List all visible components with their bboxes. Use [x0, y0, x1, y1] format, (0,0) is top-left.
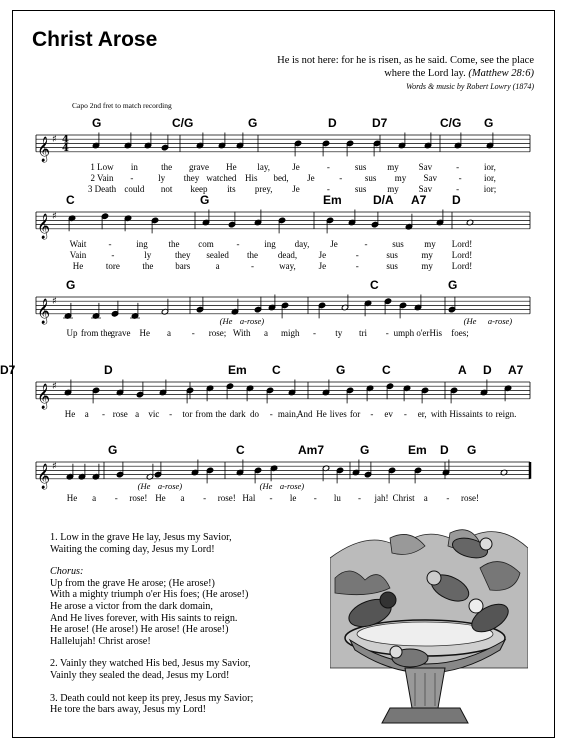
lyric-syllable: rose [112, 408, 128, 419]
lyric-syllable: a [135, 408, 140, 419]
echo-text: (He [259, 480, 273, 491]
lyric-syllable: 2 Vain [90, 172, 114, 183]
lyric-syllable: grave [189, 161, 209, 172]
lyric-syllable: - [108, 238, 112, 249]
lyric-syllable: Lord! [451, 238, 473, 249]
lyric-syllable: - [370, 408, 374, 419]
lyric-syllable: - [251, 260, 255, 271]
lyric-syllable: vic [148, 408, 160, 419]
chord-symbol: G [467, 443, 477, 457]
lyric-syllable: Je [292, 161, 300, 172]
lyric-syllable: Je [292, 183, 300, 194]
chorus-text [50, 566, 320, 647]
lyric-syllable: the [215, 408, 227, 419]
chord-symbol: G [360, 443, 370, 457]
lyric-syllable: way, [279, 260, 296, 271]
lyric-syllable: saints [462, 408, 483, 419]
lyric-syllable: main, [277, 408, 299, 419]
lyric-syllable: ior, [484, 161, 496, 172]
lyric-syllable: my [387, 183, 399, 194]
lyric-syllable: - [456, 161, 460, 172]
lyric-syllable: for [349, 408, 361, 419]
chord-symbol: G [92, 116, 102, 130]
chord-symbol: G [108, 443, 118, 457]
chord-symbol: D7 [0, 363, 16, 377]
lyric-syllable: Sav [418, 183, 433, 194]
lyric-syllable: His [449, 408, 462, 419]
lyric-syllable: my [387, 161, 399, 172]
lyric-syllable: rose! [461, 492, 479, 503]
credit-line: Words & music by Robert Lowry (1874) [406, 82, 534, 91]
echo-text: a-rose) [279, 480, 305, 491]
lyric-syllable: - [203, 492, 207, 503]
lyric-syllable: Sav [423, 172, 438, 183]
birdbath-illustration [330, 518, 528, 726]
lyric-syllable: tri [359, 327, 367, 338]
lyric-syllable: ing [136, 238, 148, 249]
lyric-syllable: - [355, 249, 359, 260]
chord-symbol: A7 [508, 363, 524, 377]
lyric-syllable: they [174, 249, 191, 260]
lyric-syllable: - [130, 172, 134, 183]
lyric-syllable: Je [307, 172, 315, 183]
verse-1-text [50, 532, 320, 555]
sharp-icon: ♯ [52, 211, 57, 223]
chord-symbol: D [328, 116, 337, 130]
lyric-syllable: with [430, 408, 447, 419]
verse-3-line-2: He tore the bars away, Jesus my Lord! [50, 704, 207, 716]
lyric-syllable: ior, [484, 172, 496, 183]
chord-symbol: Em [323, 193, 342, 207]
lyric-syllable: lives [329, 408, 347, 419]
lyric-syllable: sus [392, 238, 404, 249]
lyric-syllable: His [244, 172, 258, 183]
lyric-syllable: my [424, 238, 436, 249]
lyric-syllable: my [421, 249, 433, 260]
lyric-syllable: a [167, 327, 171, 338]
chord-symbol: D7 [372, 116, 388, 130]
lyric-syllable: He [139, 327, 150, 338]
lyric-syllable: - [364, 238, 368, 249]
verse-2-line-1: 2. Vainly they watched His bed, Jesus my Savior, [50, 658, 251, 670]
lyric-syllable: ly [158, 172, 166, 183]
lyric-syllable: prey, [254, 183, 273, 194]
lyric-syllable: rose; [208, 327, 227, 338]
chorus-line: Up from the grave He arose; (He arose!) [50, 577, 215, 589]
chord-symbol: A7 [411, 193, 427, 207]
lyric-syllable: - [403, 408, 407, 419]
lyric-syllable: Je [318, 249, 327, 260]
lyric-syllable: sealed [206, 249, 229, 260]
lyric-syllable: do [249, 408, 259, 419]
lyric-syllable: He [316, 408, 327, 419]
lyric-syllable: day, [294, 238, 310, 249]
lyric-syllable: ty [335, 327, 343, 338]
verse-3-text [50, 693, 320, 716]
lyric-syllable: - [339, 172, 343, 183]
lyric-syllable: jah! [374, 492, 389, 503]
lyric-syllable: Wait [69, 238, 87, 249]
echo-text: a-rose) [239, 315, 265, 326]
lyric-syllable: rose! [217, 492, 236, 503]
lyric-syllable: the [247, 249, 259, 260]
lyric-syllable: - [169, 408, 173, 419]
lyric-syllable: dead, [277, 249, 298, 260]
chord-symbol: D/A [373, 193, 394, 207]
lyric-syllable: reign. [495, 408, 517, 419]
chord-symbol: D [104, 363, 113, 377]
chord-symbol: D [440, 443, 449, 457]
lyric-syllable: they [183, 172, 200, 183]
echo-text: (He [219, 315, 233, 326]
lyric-syllable: a [423, 492, 428, 503]
lyric-syllable: in [130, 161, 138, 172]
lyric-syllable: could [124, 183, 145, 194]
lyric-syllable: - [269, 492, 273, 503]
lyric-syllable: grave [110, 327, 131, 338]
lyric-syllable: a [180, 492, 185, 503]
treble-clef-icon: 𝄞 [37, 298, 51, 324]
chord-symbol: C [66, 193, 75, 207]
lyric-syllable: sus [386, 249, 398, 260]
lyric-syllable: bed, [273, 172, 289, 183]
verse-3-line-1: 3. Death could not keep its prey, Jesus my Savior; [50, 692, 254, 704]
lyric-syllable: a [264, 327, 268, 338]
lyric-syllable: its [227, 183, 236, 194]
verse-1-line-1: 1. Low in the grave He lay, Jesus my Savior, [50, 532, 232, 543]
lyric-syllable: sus [386, 260, 398, 271]
lyric-syllable: sus [354, 183, 367, 194]
chorus-line: He arose! (He arose!) He arose! (He arose!) [50, 624, 229, 636]
chord-symbol: Em [408, 443, 427, 457]
chord-symbol: C [272, 363, 281, 377]
lyric-syllable: my [394, 172, 407, 183]
chord-symbol: D [452, 193, 461, 207]
lyric-syllable: le [289, 492, 297, 503]
lyric-syllable: - [313, 327, 316, 338]
verse-2-line-2: Vainly they sealed the dead, Jesus my Lord! [50, 669, 230, 681]
lyric-syllable: a [215, 260, 220, 271]
lyric-syllable: - [446, 492, 450, 503]
lyric-syllable: watched [206, 172, 237, 183]
verse-1-line-2: Waiting the coming day, Jesus my Lord! [50, 543, 215, 555]
song-title: Christ Arose [32, 28, 158, 51]
lyric-syllable: He [64, 408, 76, 419]
lyric-syllable: And [297, 408, 313, 419]
lyric-syllable: to [485, 408, 493, 419]
chorus-line: Hallelujah! Christ arose! [50, 635, 151, 647]
chord-symbol: G [336, 363, 346, 377]
lyric-syllable: - [236, 238, 240, 249]
lyric-syllable: tore [105, 260, 120, 271]
lyric-syllable: Hal [242, 492, 256, 503]
lyric-syllable: a [84, 408, 89, 419]
lyric-syllable: migh [280, 327, 300, 338]
lyric-syllable: bars [175, 260, 191, 271]
chord-symbol: A [458, 363, 467, 377]
lyric-syllable: - [357, 492, 361, 503]
lyric-syllable: - [355, 260, 359, 271]
lyric-syllable: Je [318, 260, 327, 271]
lyric-syllable: from [195, 408, 213, 419]
chord-symbol: G [248, 116, 258, 130]
chord-symbol: C/G [172, 116, 194, 130]
lyric-syllable: He [226, 161, 237, 172]
lyric-syllable: Christ [392, 492, 415, 503]
lyric-syllable: umph o'er [393, 327, 430, 338]
time-signature: 4 [62, 134, 69, 146]
lyric-syllable: from the [80, 327, 112, 338]
lyric-syllable: Lord! [451, 249, 473, 260]
lyric-syllable: com [198, 238, 214, 249]
lyric-syllable: - [458, 172, 462, 183]
lyric-syllable: the [168, 238, 180, 249]
lyric-syllable: - [102, 408, 106, 419]
lyric-syllable: - [326, 161, 330, 172]
sharp-icon: ♯ [52, 134, 57, 146]
lyric-syllable: rose! [129, 492, 148, 503]
sharp-icon: ♯ [52, 381, 57, 393]
lyric-syllable: ior; [483, 183, 497, 194]
treble-clef-icon: 𝄞 [37, 463, 51, 489]
lyric-syllable: With [232, 327, 251, 338]
lyric-syllable: er, [417, 408, 427, 419]
lyric-syllable: ly [144, 249, 152, 260]
lyric-syllable: His [429, 327, 443, 338]
lyric-syllable: dark [229, 408, 246, 419]
lyric-syllable: lu [333, 492, 341, 503]
lyric-syllable: He [72, 260, 84, 271]
lyric-syllable: ev [384, 408, 393, 419]
sharp-icon: ♯ [52, 296, 57, 308]
chord-symbol: C [370, 278, 379, 292]
lyric-syllable: 1 Low [90, 161, 114, 172]
lyric-syllable: He [155, 492, 166, 503]
lyric-syllable: a [92, 492, 97, 503]
chord-symbol: C [236, 443, 245, 457]
quote-reference: (Matthew 28:6) [468, 68, 534, 79]
chord-symbol: D [483, 363, 492, 377]
time-signature: 4 [62, 142, 69, 154]
chorus-line: And He lives forever, with His saints to reign. [50, 612, 238, 624]
lyric-syllable: - [191, 327, 195, 338]
chorus-label: Chorus: [50, 566, 84, 578]
chord-symbol: G [200, 193, 210, 207]
chorus-line: With a mighty triumph o'er His foes; (He arose!) [50, 589, 249, 601]
chorus-line: He arose a victor from the dark domain, [50, 600, 213, 612]
lyric-syllable: - [269, 408, 273, 419]
lyric-syllable: Up [66, 327, 78, 338]
chord-symbol: C/G [440, 116, 462, 130]
lyric-syllable: - [385, 327, 389, 338]
lyric-syllable: the [161, 161, 173, 172]
chord-symbol: G [484, 116, 494, 130]
sharp-icon: ♯ [52, 461, 57, 473]
lyric-syllable: - [326, 183, 330, 194]
lyric-syllable: lay, [257, 161, 271, 172]
treble-clef-icon: 𝄞 [37, 136, 51, 162]
lyric-syllable: - [114, 492, 118, 503]
echo-text: (He [137, 480, 151, 491]
echo-text: a-rose) [487, 315, 513, 326]
verse-2-text [50, 658, 320, 681]
lyric-syllable: He [66, 492, 78, 503]
lyric-syllable: - [456, 183, 460, 194]
lyric-syllable: - [313, 492, 317, 503]
chord-symbol: Em [228, 363, 247, 377]
lyric-syllable: sus [354, 161, 367, 172]
echo-text: (He [463, 315, 477, 326]
chord-symbol: Am7 [298, 443, 325, 457]
lyric-syllable: not [160, 183, 173, 194]
quote-text: He is not here: for he is risen, as he said. Come, see the place where the Lord lay. [277, 55, 534, 79]
lyric-syllable: Lord! [451, 260, 473, 271]
capo-note: Capo 2nd fret to match recording [72, 101, 172, 110]
lyrics-text-block [50, 532, 320, 727]
treble-clef-icon: 𝄞 [37, 213, 51, 239]
lyric-syllable: 3 Death [87, 183, 117, 194]
lyric-syllable: - [111, 249, 115, 260]
lyric-syllable: my [421, 260, 433, 271]
treble-clef-icon: 𝄞 [37, 383, 51, 409]
lyric-syllable: Sav [418, 161, 433, 172]
chord-symbol: C [382, 363, 391, 377]
lyric-syllable: keep [190, 183, 208, 194]
lyric-syllable: Vain [69, 249, 87, 260]
lyric-syllable: foes; [451, 327, 469, 338]
lyric-syllable: sus [364, 172, 377, 183]
lyric-syllable: tor [182, 408, 193, 419]
chord-symbol: G [448, 278, 458, 292]
lyric-syllable: the [142, 260, 154, 271]
lyric-syllable: ing [264, 238, 276, 249]
chord-symbol: G [66, 278, 76, 292]
lyric-syllable: Je [330, 238, 338, 249]
echo-text: a-rose) [157, 480, 183, 491]
